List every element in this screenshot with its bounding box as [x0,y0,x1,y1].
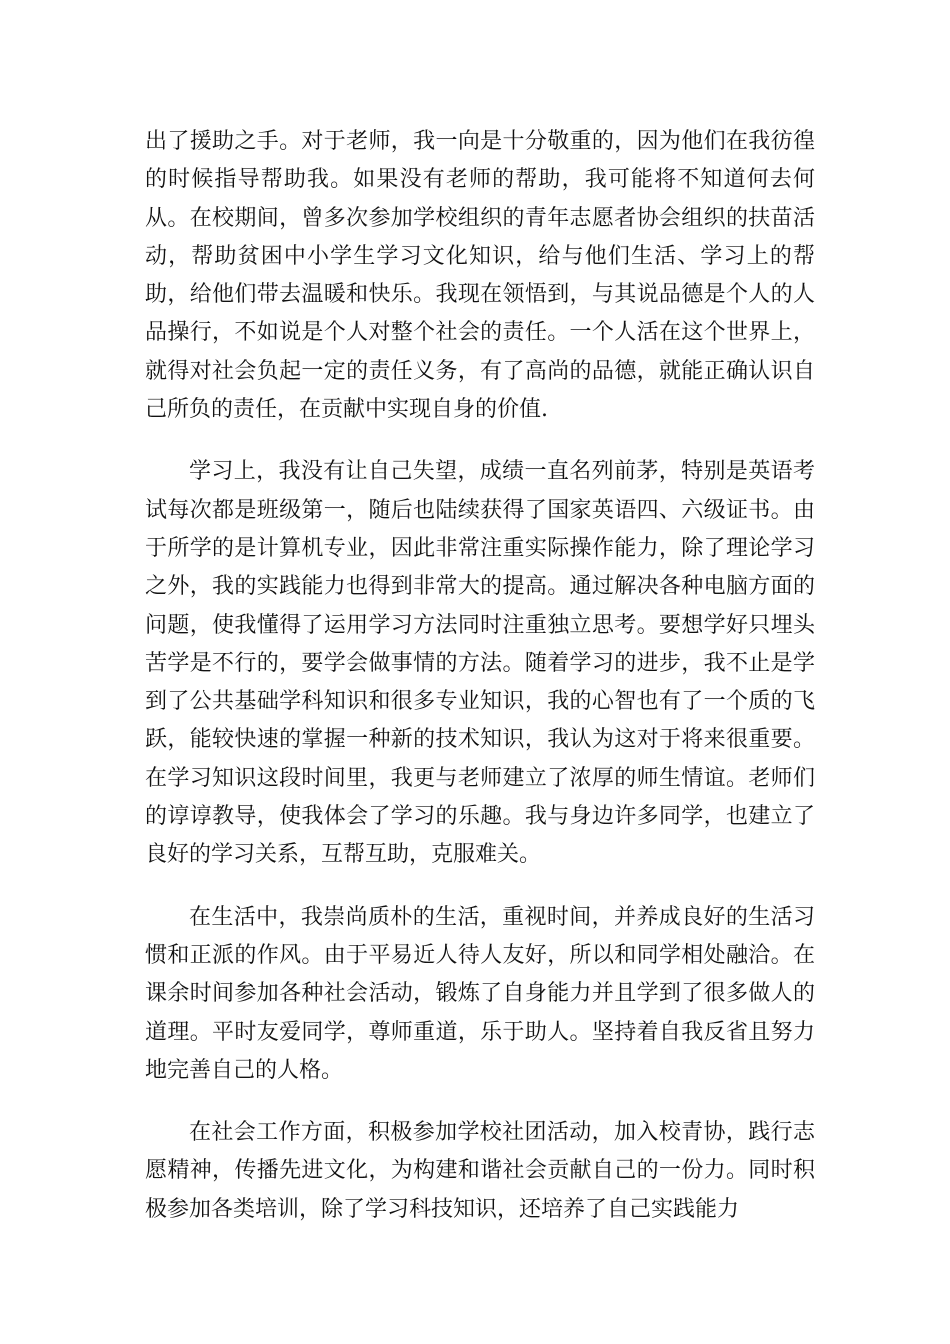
paragraph-4: 在社会工作方面，积极参加学校社团活动，加入校青协，践行志愿精神，传播先进文化，为构建和谐社会贡献自己的一份力。同时积极参加各类培训，除了学习科技知识，还培养了自己实践能力 [145,1120,815,1222]
paragraph-1: 出了援助之手。对于老师，我一向是十分敬重的，因为他们在我彷徨的时候指导帮助我。如果没有老师的帮助，我可能将不知道何去何从。在校期间，曾多次参加学校组织的青年志愿者协会组织的扶苗活动，帮助贫困中小学生学习文化知识，给与他们生活、学习上的帮助，给他们带去温暖和快乐。我现在领悟到，与其说品德是个人的人品操行，不如说是个人对整个社会的责任。一个人活在这个世界上，就得对社会负起一定的责任义务，有了高尚的品德，就能正确认识自己所负的责任，在贡献中实现自身的价值. [145,129,815,423]
document-body [145,123,815,1229]
paragraph-3: 在生活中，我崇尚质朴的生活，重视时间，并养成良好的生活习惯和正派的作风。由于平易近人待人友好，所以和同学相处融洽。在课余时间参加各种社会活动，锻炼了自身能力并且学到了很多做人的道理。平时友爱同学，尊师重道，乐于助人。坚持着自我反省且努力地完善自己的人格。 [145,904,815,1083]
paragraph-2: 学习上，我没有让自己失望，成绩一直名列前茅，特别是英语考试每次都是班级第一，随后也陆续获得了国家英语四、六级证书。由于所学的是计算机专业，因此非常注重实际操作能力，除了理论学习之外，我的实践能力也得到非常大的提高。通过解决各种电脑方面的问题，使我懂得了运用学习方法同时注重独立思考。要想学好只埋头苦学是不行的，要学会做事情的方法。随着学习的进步，我不止是学到了公共基础学科知识和很多专业知识，我的心智也有了一个质的飞跃，能较快速的掌握一种新的技术知识，我认为这对于将来很重要。在学习知识这段时间里，我更与老师建立了浓厚的师生情谊。老师们的谆谆教导，使我体会了学习的乐趣。我与身边许多同学，也建立了良好的学习关系，互帮互助，克服难关。 [145,459,815,868]
